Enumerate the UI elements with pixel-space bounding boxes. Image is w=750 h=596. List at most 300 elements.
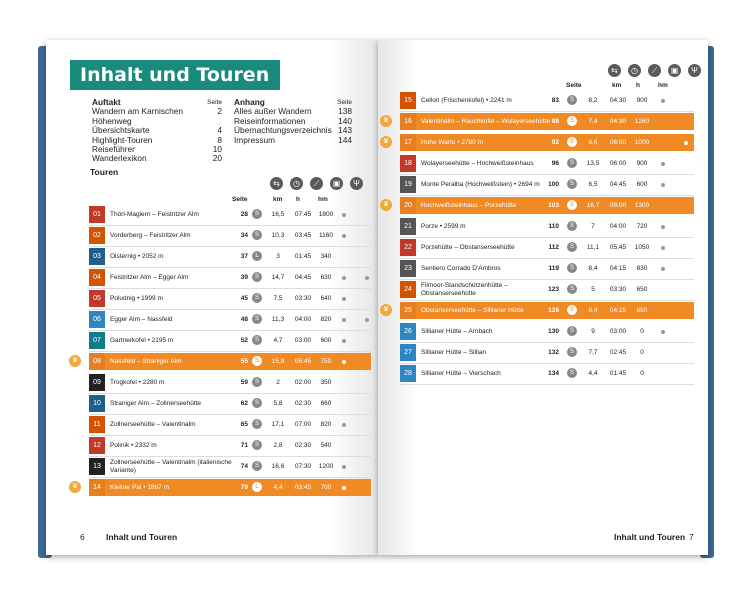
difficulty-icon: S xyxy=(567,95,577,105)
tour-name: Obstanserseehütte – Sillianer Hütte xyxy=(421,306,524,314)
tour-number: 28 xyxy=(400,365,416,382)
row-divider xyxy=(400,195,694,196)
tour-name: Sentiero Corrado D'Ambros xyxy=(421,264,501,272)
tour-page: 83 xyxy=(551,97,559,104)
anhang-section xyxy=(234,98,352,145)
tour-number: 10 xyxy=(89,395,105,412)
food-indicator-dot xyxy=(365,318,369,322)
toc-label: Impressum xyxy=(234,134,276,145)
col-hm: hm xyxy=(658,82,668,89)
tour-name: Poludnig • 1999 m xyxy=(110,294,163,302)
clock-icon: ◷ xyxy=(628,64,641,77)
highlight-crown-icon: ♛ xyxy=(69,355,81,367)
toc-page: 8 xyxy=(217,134,222,145)
tour-number: 15 xyxy=(400,92,416,109)
difficulty-icon: S xyxy=(252,419,262,429)
bus-indicator-dot xyxy=(661,99,665,103)
bus-indicator-dot xyxy=(661,162,665,166)
tour-page: 134 xyxy=(548,370,559,377)
tour-row xyxy=(89,206,371,223)
tour-km: 7 xyxy=(591,223,595,230)
tour-h: 01:45 xyxy=(294,253,312,260)
tour-number: 16 xyxy=(400,113,416,130)
col-km: km xyxy=(273,196,283,203)
tour-h: 03:45 xyxy=(294,484,312,491)
tour-hm: 820 xyxy=(320,316,332,323)
tour-page: 110 xyxy=(548,223,559,230)
tour-km: 4,4 xyxy=(273,484,283,491)
open-book xyxy=(34,40,718,560)
tour-km: 6,6 xyxy=(588,139,598,146)
auftakt-seite-label: Seite xyxy=(207,99,222,106)
tour-page: 52 xyxy=(240,337,248,344)
tour-page: 55 xyxy=(240,358,248,365)
bus-indicator-dot xyxy=(342,213,346,217)
tour-name: Sillianer Hütte – Sillian xyxy=(421,348,487,356)
toc-label: Wandern am Karnischen Höhenweg xyxy=(92,106,184,126)
footer-title: Inhalt und Touren xyxy=(614,532,686,542)
tour-page: 59 xyxy=(240,379,248,386)
bus-indicator-dot xyxy=(342,234,346,238)
tour-name: Sillianer Hütte – Vierschach xyxy=(421,369,501,377)
tour-name: Nassfeld – Straniger Alm xyxy=(110,357,182,365)
tour-name: Zollnerseehütte – Valentinalm (italienische Variante) xyxy=(110,459,232,474)
tour-h: 02:45 xyxy=(609,349,627,356)
tour-name: Hochweißsteinhaus – Porzehütte xyxy=(421,201,517,209)
tour-row xyxy=(89,248,371,265)
tour-h: 04:15 xyxy=(609,265,627,272)
tour-hm: 1260 xyxy=(634,118,650,125)
row-divider xyxy=(400,258,694,259)
difficulty-icon: S xyxy=(567,305,577,315)
tour-page: 119 xyxy=(548,265,559,272)
tour-number: 05 xyxy=(89,290,105,307)
signpost-icon: ⇆ xyxy=(608,64,621,77)
tour-km: 4,7 xyxy=(273,337,283,344)
tour-hm: 750 xyxy=(320,358,332,365)
bus-indicator-dot xyxy=(342,339,346,343)
column-icons xyxy=(270,177,370,190)
tour-page: 96 xyxy=(551,160,559,167)
tour-row xyxy=(400,323,694,340)
footer-title: Inhalt und Touren xyxy=(106,532,178,542)
tour-km: 7,4 xyxy=(588,118,598,125)
tour-hm: 820 xyxy=(320,421,332,428)
tour-row xyxy=(400,218,694,235)
bus-indicator-dot xyxy=(342,276,346,280)
difficulty-icon: S xyxy=(567,200,577,210)
toc-page: 138 xyxy=(338,106,352,117)
tour-h: 02:30 xyxy=(294,442,312,449)
page-number: 6 xyxy=(80,532,85,542)
tour-page: 132 xyxy=(548,349,559,356)
tour-page: 130 xyxy=(548,328,559,335)
tour-h: 03:30 xyxy=(609,286,627,293)
tour-name: Cellon (Frischenkofel) • 2241 m xyxy=(421,96,512,104)
row-divider xyxy=(89,246,371,247)
tour-km: 8,4 xyxy=(588,265,598,272)
difficulty-icon: S xyxy=(567,137,577,147)
tour-h: 02:30 xyxy=(294,400,312,407)
col-seite: Seite xyxy=(232,196,248,203)
tour-hm: 640 xyxy=(320,295,332,302)
difficulty-icon: S xyxy=(252,356,262,366)
col-h: h xyxy=(636,82,640,89)
tour-h: 06:00 xyxy=(609,139,627,146)
tour-name: Sillianer Hütte – Arnbach xyxy=(421,327,493,335)
tour-name: Egger Alm – Nassfeld xyxy=(110,315,173,323)
row-divider xyxy=(89,309,371,310)
tour-km: 3 xyxy=(276,253,280,260)
difficulty-icon: S xyxy=(252,272,262,282)
tour-number: 01 xyxy=(89,206,105,223)
tour-number: 08 xyxy=(89,353,105,370)
bus-icon: ▣ xyxy=(668,64,681,77)
altitude-icon: ⟋ xyxy=(310,177,323,190)
tour-name: Straniger Alm – Zollnerseehütte xyxy=(110,399,202,407)
signpost-icon: ⇆ xyxy=(270,177,283,190)
food-icon: Ψ xyxy=(350,177,363,190)
tour-number: 03 xyxy=(89,248,105,265)
bus-indicator-dot xyxy=(342,423,346,427)
tour-hm: 1050 xyxy=(634,244,650,251)
tour-number: 04 xyxy=(89,269,105,286)
tour-row xyxy=(400,344,694,361)
difficulty-icon: S xyxy=(252,314,262,324)
tour-name: Thörl-Maglern – Feistritzer Alm xyxy=(110,210,199,218)
tour-page: 123 xyxy=(548,286,559,293)
tour-name: Hohe Warte • 2780 m xyxy=(421,138,484,146)
tour-km: 9 xyxy=(591,328,595,335)
tour-hm: 1800 xyxy=(318,211,334,218)
row-divider xyxy=(89,456,371,457)
tour-h: 02:00 xyxy=(294,379,312,386)
row-divider xyxy=(89,477,371,478)
tour-hm: 900 xyxy=(636,160,648,167)
bus-indicator-dot xyxy=(661,267,665,271)
tour-number: 19 xyxy=(400,176,416,193)
tour-name: Feistritzer Alm – Egger Alm xyxy=(110,273,189,281)
auftakt-section xyxy=(92,98,222,164)
highlight-crown-icon: ♛ xyxy=(380,304,392,316)
toc-page: 144 xyxy=(338,134,352,145)
tour-h: 07:00 xyxy=(294,421,312,428)
tour-number: 13 xyxy=(89,458,105,475)
difficulty-icon: S xyxy=(567,326,577,336)
tour-row xyxy=(400,197,694,214)
tour-hm: 650 xyxy=(636,307,648,314)
toc-label: Übernachtungsverzeichnis xyxy=(234,125,332,136)
difficulty-icon: S xyxy=(252,461,262,471)
row-divider xyxy=(400,384,694,385)
difficulty-icon: S xyxy=(252,440,262,450)
tour-h: 04:45 xyxy=(294,274,312,281)
clock-icon: ◷ xyxy=(290,177,303,190)
tour-page: 45 xyxy=(240,295,248,302)
row-divider xyxy=(400,174,694,175)
tour-hm: 540 xyxy=(320,442,332,449)
highlight-crown-icon: ♛ xyxy=(69,481,81,493)
tour-row xyxy=(89,479,371,496)
highlight-crown-icon: ♛ xyxy=(380,136,392,148)
tour-number: 11 xyxy=(89,416,105,433)
row-divider xyxy=(400,237,694,238)
tour-h: 04:00 xyxy=(294,316,312,323)
tour-number: 22 xyxy=(400,239,416,256)
bus-indicator-dot xyxy=(661,246,665,250)
tour-row xyxy=(89,290,371,307)
row-divider xyxy=(89,225,371,226)
tour-row xyxy=(400,176,694,193)
row-divider xyxy=(89,267,371,268)
difficulty-icon: S xyxy=(252,377,262,387)
tour-name: Kleiner Pal • 1867 m xyxy=(110,483,170,491)
tour-hm: 660 xyxy=(320,400,332,407)
row-divider xyxy=(400,300,694,301)
tour-km: 13,5 xyxy=(586,160,600,167)
tour-hm: 1200 xyxy=(318,463,334,470)
bus-icon: ▣ xyxy=(330,177,343,190)
tour-row xyxy=(89,227,371,244)
bus-indicator-dot xyxy=(661,330,665,334)
tour-name: Filmoor-Standschützenhütte – Obstanserseehütte xyxy=(421,282,508,297)
bus-indicator-dot xyxy=(342,297,346,301)
tour-name: Oisternig • 2052 m xyxy=(110,252,164,260)
tour-h: 05:45 xyxy=(294,358,312,365)
tour-page: 48 xyxy=(240,316,248,323)
tour-page: 88 xyxy=(551,118,559,125)
right-page xyxy=(378,40,708,555)
tour-hm: 700 xyxy=(320,484,332,491)
bus-indicator-dot xyxy=(661,225,665,229)
tour-h: 07:30 xyxy=(294,463,312,470)
tour-row xyxy=(400,260,694,277)
tour-h: 06:00 xyxy=(609,160,627,167)
tour-km: 11,3 xyxy=(271,316,285,323)
tour-number: 27 xyxy=(400,344,416,361)
difficulty-icon: S xyxy=(567,368,577,378)
tour-number: 14 xyxy=(89,479,105,496)
tour-page: 74 xyxy=(240,463,248,470)
tour-page: 39 xyxy=(240,274,248,281)
tour-page: 103 xyxy=(548,202,559,209)
tour-hm: 1300 xyxy=(634,202,650,209)
food-indicator-dot xyxy=(365,276,369,280)
tour-km: 10,3 xyxy=(271,232,285,239)
anhang-heading: Anhang xyxy=(234,97,265,107)
toc-page: 10 xyxy=(212,144,222,155)
row-divider xyxy=(89,330,371,331)
difficulty-icon: S xyxy=(567,158,577,168)
difficulty-icon: S xyxy=(567,116,577,126)
tour-km: 2,8 xyxy=(273,442,283,449)
tour-number: 12 xyxy=(89,437,105,454)
tour-row xyxy=(89,458,371,475)
difficulty-icon: S xyxy=(252,398,262,408)
col-seite: Seite xyxy=(566,82,582,89)
toc-label: Alles außer Wandern xyxy=(234,106,312,117)
tour-row xyxy=(400,134,694,151)
tour-number: 07 xyxy=(89,332,105,349)
tour-name: Monte Peralba (Hochweißstein) • 2694 m xyxy=(421,180,540,188)
bus-indicator-dot xyxy=(342,486,346,490)
tour-h: 03:00 xyxy=(294,337,312,344)
tour-row xyxy=(400,239,694,256)
tour-page: 62 xyxy=(240,400,248,407)
toc-page: 140 xyxy=(338,115,352,126)
tour-hm: 0 xyxy=(640,328,644,335)
tour-number: 17 xyxy=(400,134,416,151)
row-divider xyxy=(89,288,371,289)
difficulty-icon: L xyxy=(252,251,262,261)
tour-km: 4,4 xyxy=(588,370,598,377)
tour-h: 04:30 xyxy=(609,118,627,125)
row-divider xyxy=(400,111,694,112)
tour-h: 04:15 xyxy=(609,307,627,314)
tour-row xyxy=(400,155,694,172)
tour-hm: 900 xyxy=(636,97,648,104)
toc-label: Übersichtskarte xyxy=(92,125,150,136)
tour-hm: 1000 xyxy=(634,139,650,146)
tour-km: 5 xyxy=(591,286,595,293)
row-divider xyxy=(400,342,694,343)
tour-h: 04:30 xyxy=(609,97,627,104)
tour-row xyxy=(89,437,371,454)
tour-name: Wolayerseehütte – Hochweißsteinhaus xyxy=(421,159,534,167)
tour-page: 100 xyxy=(548,181,559,188)
touren-heading: Touren xyxy=(90,167,119,177)
bus-indicator-dot xyxy=(342,360,346,364)
row-divider xyxy=(400,279,694,280)
tour-name: Vorderberg – Feistritzer Alm xyxy=(110,231,191,239)
tour-number: 26 xyxy=(400,323,416,340)
tour-page: 37 xyxy=(240,253,248,260)
tour-km: 14,7 xyxy=(271,274,285,281)
tour-km: 8,4 xyxy=(588,307,598,314)
col-hm: hm xyxy=(318,196,328,203)
bus-indicator-dot xyxy=(342,318,346,322)
col-km: km xyxy=(612,82,622,89)
tour-h: 07:45 xyxy=(294,211,312,218)
tour-hm: 830 xyxy=(636,265,648,272)
tour-h: 03:00 xyxy=(609,328,627,335)
tour-km: 16,7 xyxy=(586,202,600,209)
tour-page: 112 xyxy=(548,244,559,251)
tour-page: 65 xyxy=(240,421,248,428)
difficulty-icon: S xyxy=(252,293,262,303)
tour-h: 04:00 xyxy=(609,223,627,230)
col-h: h xyxy=(296,196,300,203)
tour-number: 06 xyxy=(89,311,105,328)
tour-number: 23 xyxy=(400,260,416,277)
tour-hm: 0 xyxy=(640,349,644,356)
tour-km: 11,1 xyxy=(586,244,600,251)
highlight-crown-icon: ♛ xyxy=(380,115,392,127)
tour-km: 7,7 xyxy=(588,349,598,356)
toc-label: Wanderlexikon xyxy=(92,153,147,164)
tour-page: 71 xyxy=(240,442,248,449)
altitude-icon: ⟋ xyxy=(648,64,661,77)
difficulty-icon: S xyxy=(252,209,262,219)
row-divider xyxy=(400,363,694,364)
food-indicator-dot xyxy=(684,141,688,145)
toc-row xyxy=(92,154,222,163)
auftakt-heading: Auftakt xyxy=(92,97,121,107)
tour-page: 28 xyxy=(240,211,248,218)
tour-name: Trogkofel • 2280 m xyxy=(110,378,165,386)
tour-h: 03:30 xyxy=(294,295,312,302)
tour-number: 18 xyxy=(400,155,416,172)
tour-number: 21 xyxy=(400,218,416,235)
tour-name: Polinik • 2332 m xyxy=(110,441,157,449)
tour-h: 03:45 xyxy=(294,232,312,239)
tour-row xyxy=(89,395,371,412)
difficulty-icon: L xyxy=(252,482,262,492)
bus-indicator-dot xyxy=(661,183,665,187)
tour-name: Gartnerkofel • 2195 m xyxy=(110,336,174,344)
tour-km: 2 xyxy=(276,379,280,386)
toc-label: Reiseführer xyxy=(92,144,135,155)
bus-indicator-dot xyxy=(342,465,346,469)
tour-page: 126 xyxy=(548,307,559,314)
tour-row xyxy=(400,281,694,298)
row-divider xyxy=(89,435,371,436)
toc-row xyxy=(234,136,352,145)
tour-row xyxy=(400,113,694,130)
tour-hm: 720 xyxy=(636,223,648,230)
tour-hm: 630 xyxy=(320,274,332,281)
difficulty-icon: S xyxy=(567,242,577,252)
tour-name: Zollnerseehütte – Valentinalm xyxy=(110,420,196,428)
toc-row xyxy=(92,107,222,126)
difficulty-icon: S xyxy=(252,335,262,345)
food-icon: Ψ xyxy=(688,64,701,77)
tour-row xyxy=(400,92,694,109)
row-divider xyxy=(89,351,371,352)
tour-page: 34 xyxy=(240,232,248,239)
tour-row xyxy=(89,269,371,286)
column-icons xyxy=(608,64,708,77)
tour-hm: 650 xyxy=(636,286,648,293)
tour-h: 05:45 xyxy=(609,244,627,251)
tour-km: 5,8 xyxy=(273,400,283,407)
tour-hm: 600 xyxy=(636,181,648,188)
tour-number: 24 xyxy=(400,281,416,298)
tour-row xyxy=(89,353,371,370)
tour-row xyxy=(89,311,371,328)
tour-km: 15,9 xyxy=(271,358,285,365)
toc-page: 4 xyxy=(217,125,222,136)
toc-label: Reiseinformationen xyxy=(234,115,306,126)
tour-km: 8,2 xyxy=(588,97,598,104)
tour-number: 25 xyxy=(400,302,416,319)
tour-hm: 350 xyxy=(320,379,332,386)
tour-hm: 340 xyxy=(320,253,332,260)
tour-hm: 0 xyxy=(640,370,644,377)
tour-km: 6,5 xyxy=(588,181,598,188)
row-divider xyxy=(89,393,371,394)
difficulty-icon: S xyxy=(252,230,262,240)
tour-row xyxy=(89,416,371,433)
highlight-crown-icon: ♛ xyxy=(380,199,392,211)
anhang-seite-label: Seite xyxy=(337,99,352,106)
tour-km: 16,6 xyxy=(271,463,285,470)
tour-hm: 1160 xyxy=(319,232,333,239)
left-page xyxy=(46,40,378,555)
toc-page: 20 xyxy=(212,153,222,164)
tour-h: 01:45 xyxy=(609,370,627,377)
tour-name: Valentinalm – Rauchkofel – Wolayerseehütte xyxy=(421,117,551,125)
